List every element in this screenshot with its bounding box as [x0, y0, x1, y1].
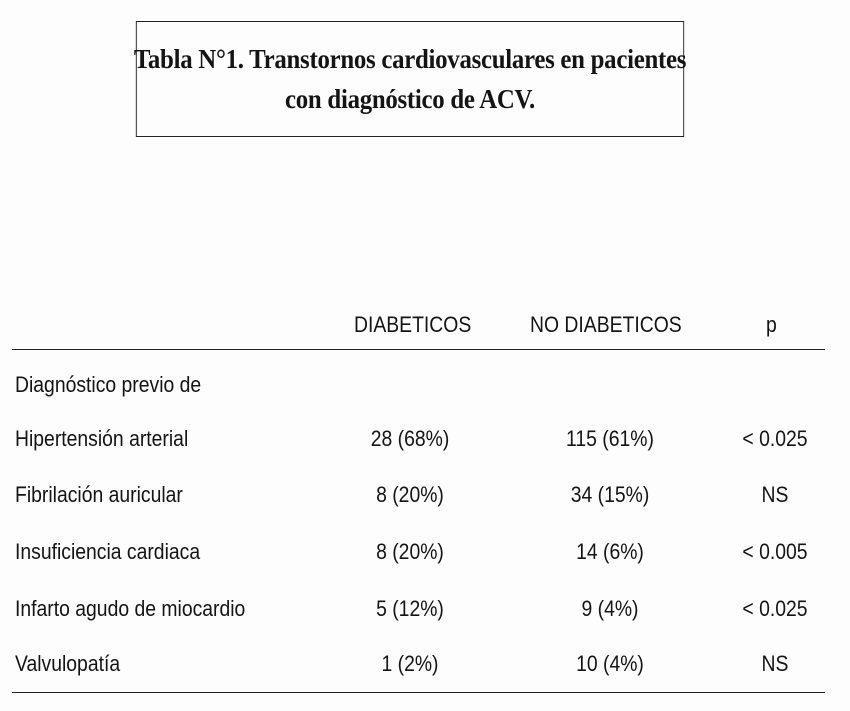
cell-p-value: NS [761, 651, 789, 676]
table-row [0, 651, 850, 681]
row-label: Hipertensión arterial [15, 426, 189, 451]
cell-diabeticos: 5 (12%) [376, 596, 444, 621]
cell-diabeticos: 28 (68%) [370, 426, 450, 451]
table-title-line-2: con diagnóstico de ACV. [285, 84, 535, 114]
table-title-box [133, 21, 687, 137]
row-label: Fibrilación auricular [15, 482, 183, 507]
column-header-diabeticos: DIABETICOS [354, 312, 472, 337]
table-header-row [0, 312, 850, 342]
row-label: Insuficiencia cardiaca [15, 539, 201, 564]
row-label: Infarto agudo de miocardio [15, 596, 246, 621]
cell-p-value: NS [761, 482, 789, 507]
cell-no-diabeticos: 14 (6%) [576, 539, 644, 564]
cell-diabeticos: 8 (20%) [376, 539, 444, 564]
table-row [0, 596, 850, 626]
cell-no-diabeticos: 9 (4%) [581, 596, 639, 621]
cell-no-diabeticos: 10 (4%) [576, 651, 644, 676]
column-header-p: p [766, 312, 777, 337]
cell-no-diabeticos: 34 (15%) [570, 482, 650, 507]
table-title-line-1: Tabla N°1. Transtornos cardiovasculares en pacientes [133, 44, 687, 74]
table-bottom-rule [12, 692, 825, 693]
cell-no-diabeticos: 115 (61%) [566, 426, 654, 451]
cell-p-value: < 0.005 [742, 539, 808, 564]
column-header-no-diabeticos: NO DIABETICOS [530, 312, 682, 337]
row-label: Valvulopatía [15, 651, 121, 676]
cell-diabeticos: 8 (20%) [376, 482, 444, 507]
cell-p-value: < 0.025 [742, 426, 808, 451]
cell-p-value: < 0.025 [742, 596, 808, 621]
cell-diabeticos: 1 (2%) [381, 651, 439, 676]
table-top-rule [12, 349, 825, 350]
table-row [0, 482, 850, 512]
table-row [0, 426, 850, 456]
section-label-row [0, 372, 850, 402]
section-label: Diagnóstico previo de [15, 372, 202, 397]
table-row [0, 539, 850, 569]
